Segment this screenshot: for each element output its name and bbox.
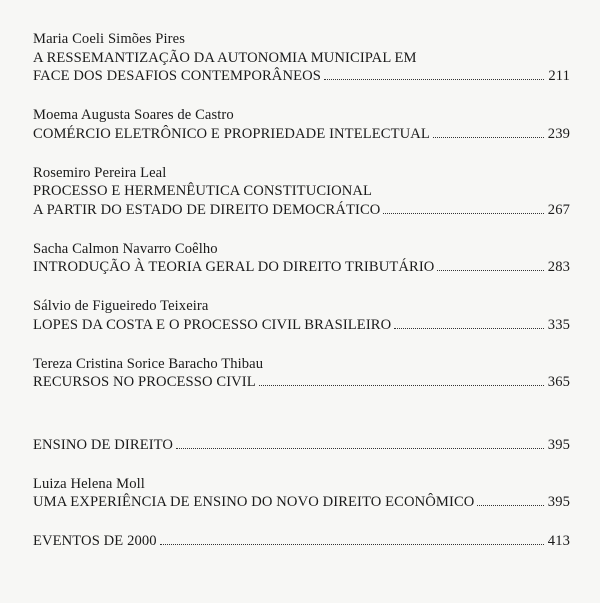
- dot-leader: [437, 270, 543, 271]
- entry-title-with-page[interactable]: [33, 258, 570, 277]
- toc-section-entry: [33, 532, 570, 551]
- page-number: 267: [547, 201, 570, 218]
- entry-author: Sálvio de Figueiredo Teixeira: [33, 298, 209, 314]
- toc-entry: [33, 30, 570, 86]
- toc-entry: [33, 106, 570, 143]
- entry-title-line: A RESSEMANTIZAÇÃO DA AUTONOMIA MUNICIPAL EM: [33, 49, 417, 66]
- entry-title-line: RECURSOS NO PROCESSO CIVIL: [33, 374, 256, 390]
- dot-leader: [433, 137, 544, 138]
- entry-title-with-page[interactable]: [33, 316, 570, 335]
- section-title: EVENTOS DE 2000: [33, 533, 157, 549]
- dot-leader: [160, 544, 544, 545]
- page-number: 365: [547, 374, 570, 390]
- dot-leader: [176, 448, 544, 449]
- entry-title-line: A PARTIR DO ESTADO DE DIREITO DEMOCRÁTICO: [33, 201, 381, 218]
- entry-title-line: FACE DOS DESAFIOS CONTEMPORÂNEOS: [33, 68, 321, 84]
- toc-entry: [33, 475, 570, 512]
- toc-entry: [33, 164, 570, 220]
- entry-author: Sacha Calmon Navarro Coêlho: [33, 240, 218, 257]
- toc-entry: [33, 355, 570, 392]
- section-title-with-page[interactable]: [33, 532, 570, 551]
- dot-leader: [259, 385, 544, 386]
- entry-title-line: COMÉRCIO ELETRÔNICO E PROPRIEDADE INTELECTUAL: [33, 125, 430, 142]
- page-number: 283: [547, 259, 570, 275]
- page-number: 395: [547, 494, 570, 510]
- entry-title-line: PROCESSO E HERMENÊUTICA CONSTITUCIONAL: [33, 183, 373, 199]
- toc-section-entry: [33, 436, 570, 455]
- entry-author: Maria Coeli Simões Pires: [33, 31, 185, 47]
- toc-entry: [33, 240, 570, 277]
- entry-author: Luiza Helena Moll: [33, 475, 145, 492]
- section-title-with-page[interactable]: [33, 436, 570, 455]
- entry-title-line: LOPES DA COSTA E O PROCESSO CIVIL BRASILEIRO: [33, 316, 392, 333]
- table-of-contents: [33, 30, 570, 571]
- page-number: 335: [547, 316, 570, 333]
- entry-title-with-page[interactable]: [33, 373, 570, 392]
- page-number: 211: [548, 68, 570, 84]
- entry-author: Tereza Cristina Sorice Baracho Thibau: [33, 355, 264, 372]
- entry-title-with-page[interactable]: [33, 493, 570, 512]
- dot-leader: [324, 79, 544, 80]
- entry-author: Rosemiro Pereira Leal: [33, 164, 167, 181]
- page-number: 413: [547, 533, 570, 549]
- dot-leader: [477, 505, 543, 506]
- entry-title-line: INTRODUÇÃO À TEORIA GERAL DO DIREITO TRIBUTÁRIO: [33, 259, 435, 275]
- entry-title-with-page[interactable]: [33, 201, 570, 220]
- page-number: 395: [547, 436, 570, 453]
- entry-title-line: UMA EXPERIÊNCIA DE ENSINO DO NOVO DIREITO ECONÔMICO: [33, 494, 475, 510]
- entry-title-with-page[interactable]: [33, 125, 570, 144]
- page-number: 239: [547, 125, 570, 142]
- section-title: ENSINO DE DIREITO: [33, 436, 174, 453]
- dot-leader: [394, 328, 544, 329]
- entry-author: Moema Augusta Soares de Castro: [33, 107, 234, 123]
- entry-title-with-page[interactable]: [33, 67, 570, 86]
- dot-leader: [383, 213, 543, 214]
- toc-entry: [33, 297, 570, 334]
